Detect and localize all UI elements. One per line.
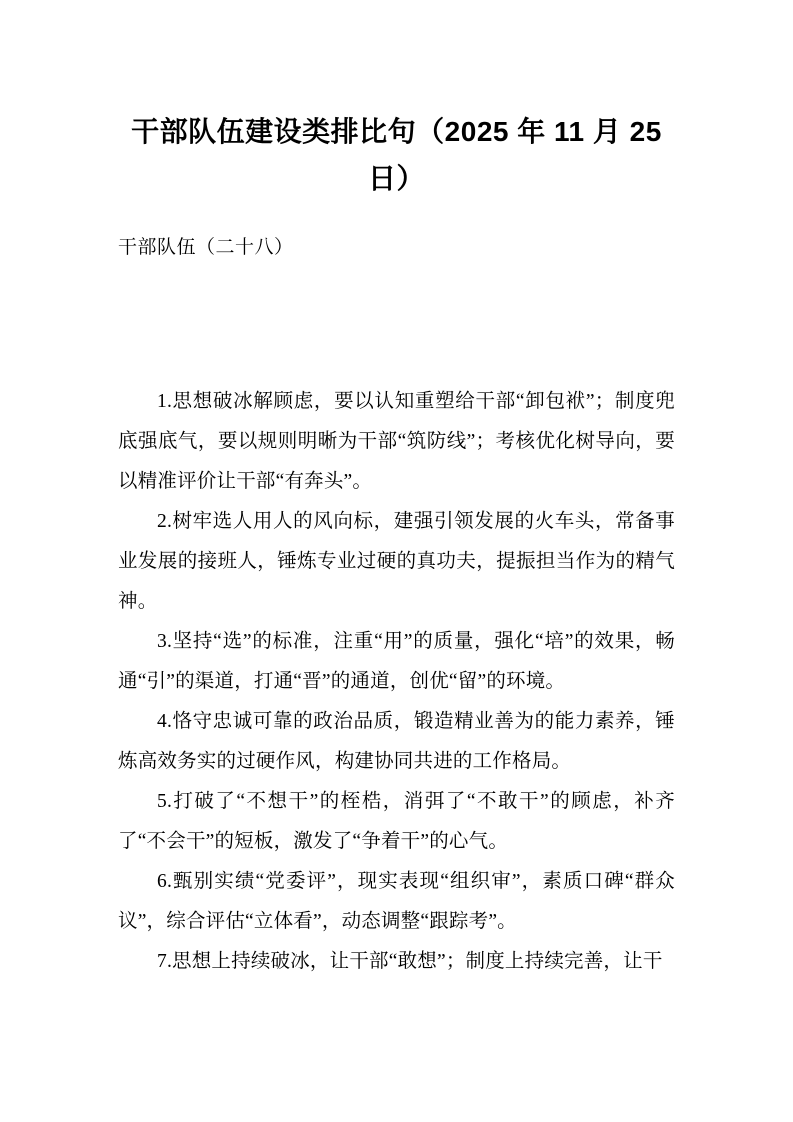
body-paragraph: 4.恪守忠诚可靠的政治品质，锻造精业善为的能力素养，锤炼高效务实的过硬作风，构建协同共进的工作格局。 xyxy=(118,711,675,772)
document-body xyxy=(0,264,793,982)
body-paragraph: 7.思想上持续破冰，让干部“敢想”；制度上持续完善，让干 xyxy=(157,951,663,972)
body-paragraph: 5.打破了“不想干”的桎梏，消弭了“不敢干”的顾虑，补齐了“不会干”的短板，激发了“争着干”的心气。 xyxy=(118,791,675,852)
body-paragraph: 6.甄别实绩“党委评”，现实表现“组织审”，素质口碑“群众议”，综合评估“立体看”，动态调整“跟踪考”。 xyxy=(118,871,675,932)
body-paragraph: 1.思想破冰解顾虑，要以认知重塑给干部“卸包袱”；制度兜底强底气，要以规则明晰为干部“筑防线”；考核优化树导向，要以精准评价让干部“有奔头”。 xyxy=(118,391,675,492)
body-paragraph: 3.坚持“选”的标准，注重“用”的质量，强化“培”的效果，畅通“引”的渠道，打通“晋”的通道，创优“留”的环境。 xyxy=(118,631,675,692)
body-paragraph: 2.树牢选人用人的风向标，建强引领发展的火车头，常备事业发展的接班人，锤炼专业过硬的真功夫，提振担当作为的精气神。 xyxy=(118,511,675,612)
document-subtitle: 干部队伍（二十八） xyxy=(118,237,294,258)
page-title: 干部队伍建设类排比句（2025 年 11 月 25 日） xyxy=(131,116,662,194)
